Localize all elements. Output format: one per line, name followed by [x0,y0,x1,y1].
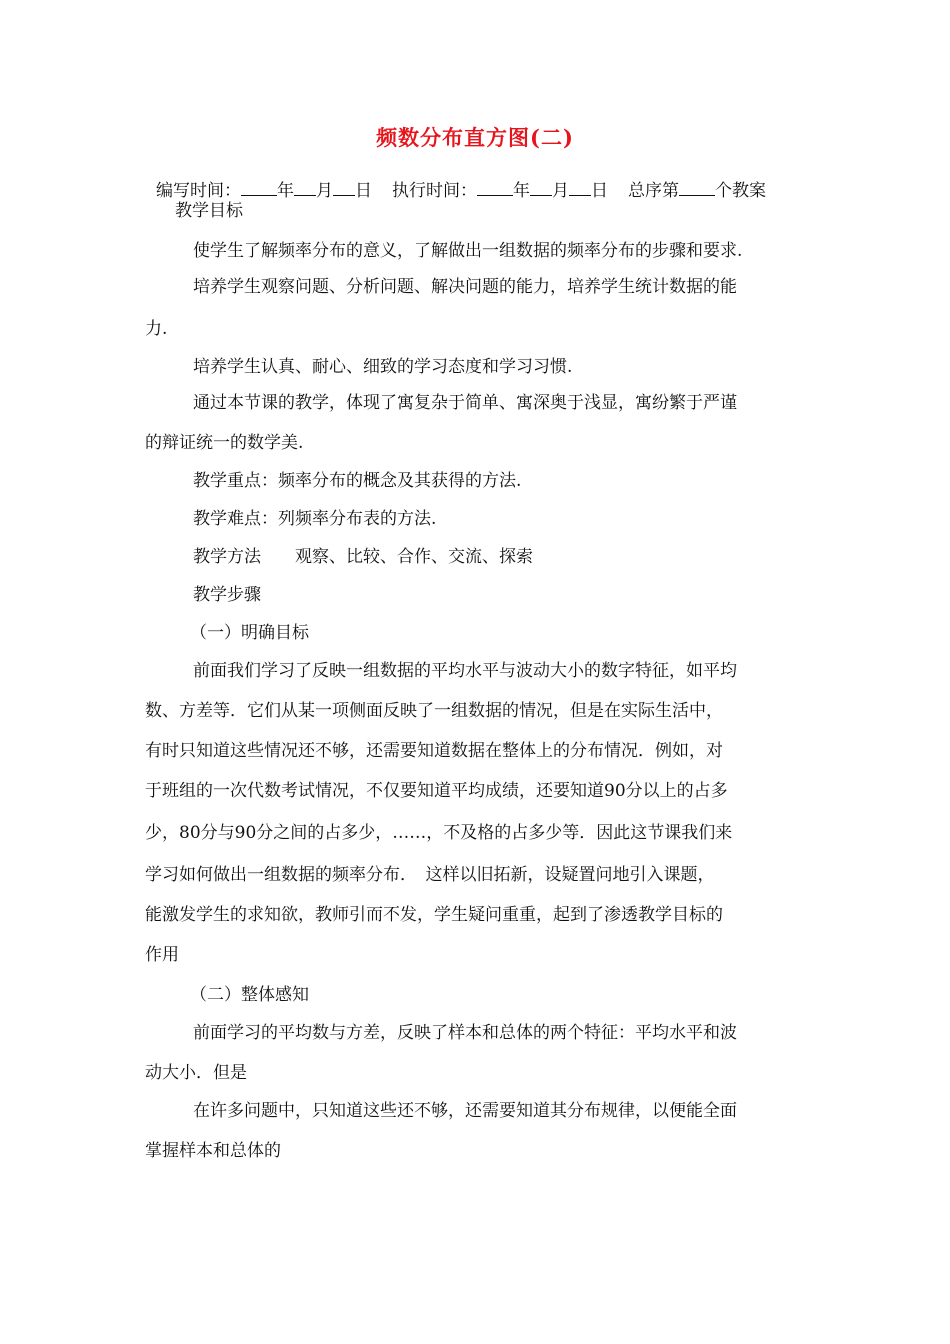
write-day-unit: 日 [355,181,372,201]
write-year-blank [241,181,277,196]
write-month-blank [294,181,316,196]
exec-month-unit: 月 [552,181,569,201]
paragraph-line: 前面我们学习了反映一组数据的平均水平与波动大小的数字特征，如平均 [193,661,737,681]
exec-month-blank [530,181,552,196]
paragraph-line: 前面学习的平均数与方差，反映了样本和总体的两个特征：平均水平和波 [193,1023,737,1043]
paragraph-line: 数、方差等．它们从某一项侧面反映了一组数据的情况，但是在实际生活中， [145,701,723,721]
write-day-blank [333,181,355,196]
write-year-unit: 年 [277,181,294,201]
paragraph-line: 培养学生观察问题、分析问题、解决问题的能力，培养学生统计数据的能 [193,277,737,297]
sequence-prefix: 总序第 [628,181,679,201]
schedule-line [156,176,766,201]
paragraph-line: 在许多问题中，只知道这些还不够，还需要知道其分布规律，以便能全面 [193,1101,737,1121]
paragraph-line: 的辩证统一的数学美. [145,433,304,453]
exec-day-unit: 日 [591,181,608,201]
exec-day-blank [569,181,591,196]
paragraph-line: 少，80分与90分之间的占多少，……，不及格的占多少等．因此这节课我们来 [145,823,733,843]
paragraph-line: 教学方法 观察、比较、合作、交流、探索 [193,547,533,567]
paragraph-line: 于班组的一次代数考试情况，不仅要知道平均成绩，还要知道90分以上的占多 [145,781,728,801]
paragraph-line: 动大小．但是 [145,1063,247,1083]
paragraph-line: 有时只知道这些情况还不够，还需要知道数据在整体上的分布情况．例如，对 [145,741,723,761]
paragraph-line: 培养学生认真、耐心、细致的学习态度和学习习惯. [193,357,573,377]
sequence-suffix: 个教案 [715,181,766,201]
paragraph-line: 使学生了解频率分布的意义，了解做出一组数据的频率分布的步骤和要求. [193,241,743,261]
paragraph-line: 教学难点：列频率分布表的方法. [193,509,437,529]
exec-year-blank [477,181,513,196]
section-heading: 教学目标 [175,201,243,221]
exec-year-unit: 年 [513,181,530,201]
write-time-label: 编写时间： [156,181,241,201]
paragraph-line: 作用 [145,945,179,965]
document-title: 频数分布直方图(二) [376,125,574,150]
section-heading: 教学步骤 [193,585,261,605]
paragraph-line: 掌握样本和总体的 [145,1141,281,1161]
paragraph-line: 能激发学生的求知欲，教师引而不发，学生疑问重重，起到了渗透教学目标的 [145,905,723,925]
paragraph-line: 力. [145,319,168,339]
write-month-unit: 月 [316,181,333,201]
exec-time-label: 执行时间： [392,181,477,201]
sequence-blank [679,181,715,196]
paragraph-line: 学习如何做出一组数据的频率分布． 这样以旧拓新，设疑置问地引入课题， [145,865,715,885]
section-heading: （二）整体感知 [190,985,309,1005]
paragraph-line: 通过本节课的教学，体现了寓复杂于简单、寓深奥于浅显，寓纷繁于严谨 [193,393,737,413]
paragraph-line: 教学重点：频率分布的概念及其获得的方法. [193,471,522,491]
section-heading: （一）明确目标 [190,623,309,643]
